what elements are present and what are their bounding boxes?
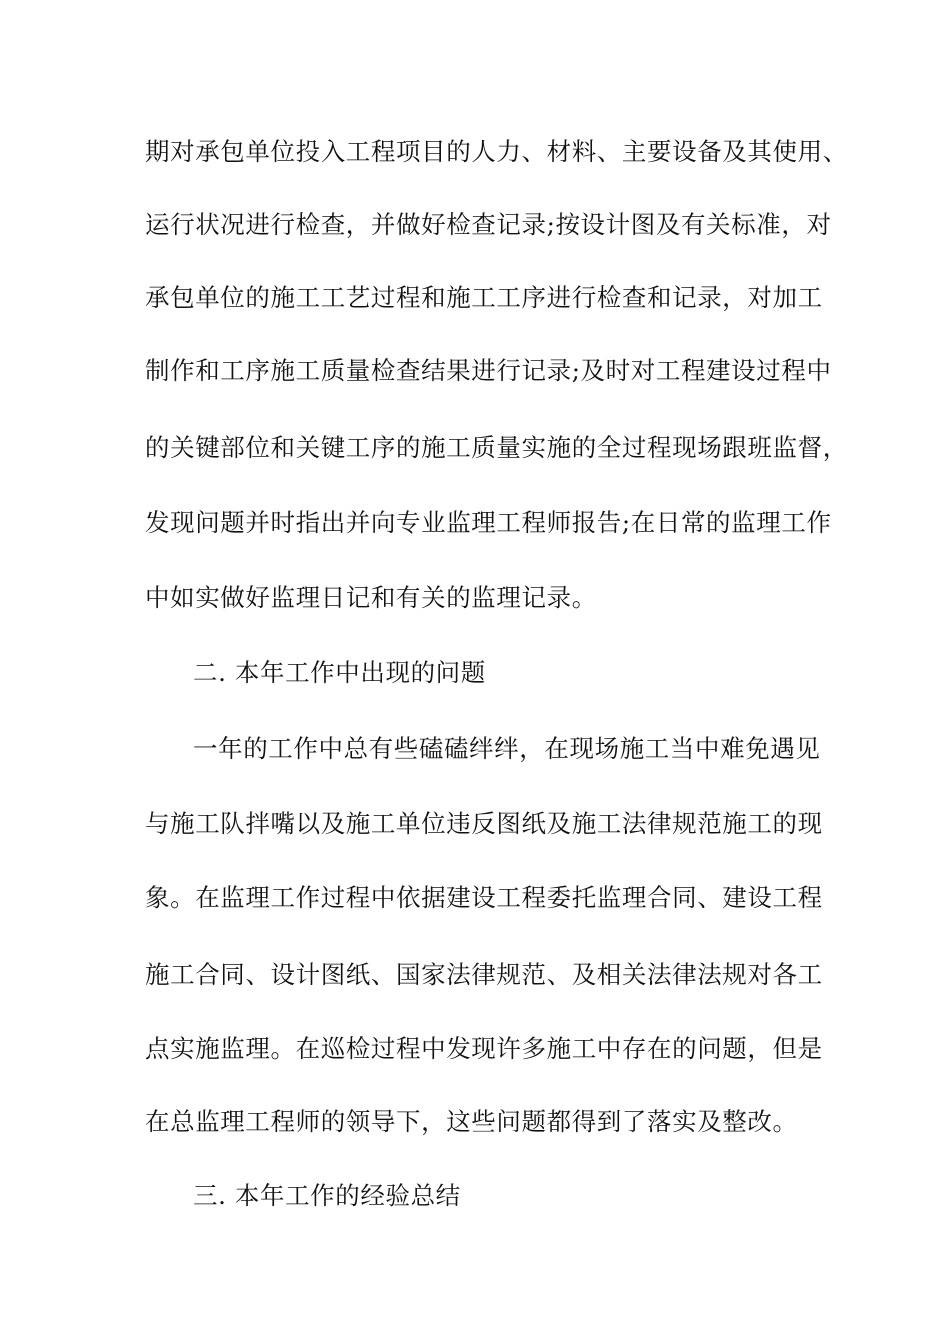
paragraph-2-line-4: 施工合同、设计图纸、国家法律规范、及相关法律法规对各工 xyxy=(145,960,823,989)
paragraph-1-line-6: 发现问题并时指出并向专业监理工程师报告;在日常的监理工作 xyxy=(145,508,832,537)
section-heading-3: 三. 本年工作的经验总结 xyxy=(193,1181,461,1210)
paragraph-2-line-3: 象。在监理工作过程中依据建设工程委托监理合同、建设工程 xyxy=(145,883,823,912)
paragraph-1-line-5: 的关键部位和关键工序的施工质量实施的全过程现场跟班监督， xyxy=(145,433,848,462)
paragraph-2-line-6: 在总监理工程师的领导下，这些问题都得到了落实及整改。 xyxy=(145,1107,798,1136)
paragraph-2-line-5: 点实施监理。在巡检过程中发现许多施工中存在的问题，但是 xyxy=(145,1034,823,1063)
paragraph-1-line-3: 承包单位的施工工艺过程和施工工序进行检查和记录，对加工 xyxy=(145,283,823,312)
paragraph-2-line-1: 一年的工作中总有些磕磕绊绊，在现场施工当中难免遇见 xyxy=(193,734,821,763)
paragraph-2-line-2: 与施工队拌嘴以及施工单位违反图纸及施工法律规范施工的现 xyxy=(145,809,823,838)
paragraph-1-line-1: 期对承包单位投入工程项目的人力、材料、主要设备及其使用、 xyxy=(145,137,848,166)
paragraph-1-line-2: 运行状况进行检查，并做好检查记录;按设计图及有关标准，对 xyxy=(145,210,832,239)
section-heading-2: 二. 本年工作中出现的问题 xyxy=(193,658,486,687)
paragraph-1-line-4: 制作和工序施工质量检查结果进行记录;及时对工程建设过程中 xyxy=(145,356,832,385)
paragraph-1-line-7: 中如实做好监理日记和有关的监理记录。 xyxy=(145,583,597,612)
